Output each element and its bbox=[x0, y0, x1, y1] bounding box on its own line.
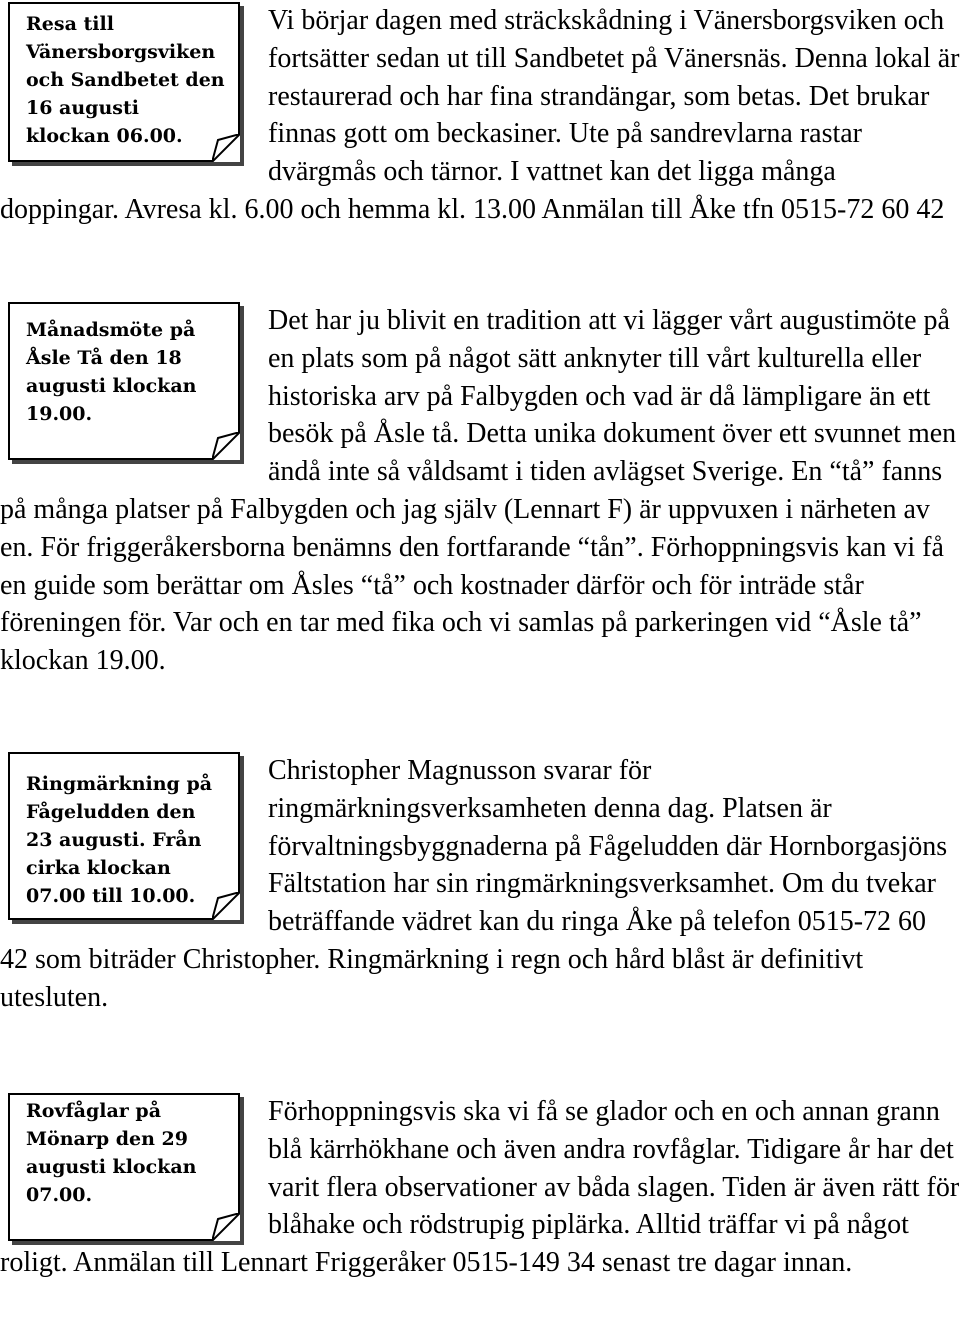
event-description: Förhoppningsvis ska vi få se glador och en och annan grann blå kärrhökhane och även andra rovfåglar. Tidigare år har det varit flera observationer av båda slagen. Tiden är även rätt för blåhake och rödstrupig piplärka. Alltid träffar vi på något roligt. Anmälan till Lennart Friggeråker 0515-149 34 senast tre dagar innan. bbox=[0, 1096, 960, 1279]
event-section-rovfaglar bbox=[0, 1093, 960, 1282]
page-curl-icon bbox=[212, 1213, 240, 1241]
event-callout-box bbox=[8, 302, 240, 460]
event-description: Det har ju blivit en tradition att vi lägger vårt augustimöte på en plats som på något sätt anknyter till vårt kulturella eller historiska arv på Falbygden och vad är då lämpligare än ett besök på Åsle tå. Detta unika dokument över ett svunnet men ändå inte så våldsamt i tiden avlägset Sverige. En “tå” fanns på många platser på Falbygden och jag själv (Lennart F) är uppvuxen i närheten av en. För friggeråkersborna benämns den fortfarande “tån”. Förhoppningsvis kan vi få en guide som berättar om Åsles “tå” och kostnader därför och för inträde står föreningen för. Var och en tar med fika och vi samlas på parkeringen vid “Åsle tå” klockan 19.00. bbox=[0, 305, 957, 677]
event-callout-text: Ringmärkning på Fågeludden den 23 augusti. Från cirka klockan 07.00 till 10.00. bbox=[26, 773, 213, 907]
event-description: Vi börjar dagen med sträckskådning i Vänersborgsviken och fortsätter sedan ut till Sandbetet på Vänersnäs. Denna lokal är restaurerad och har fina strandängar, som betas. Det brukar finnas gott om beckasiner. Ute på sandrevlarna rastar dvärgmås och tärnor. I vattnet kan det ligga många doppingar. Avresa kl. 6.00 och hemma kl. 13.00 Anmälan till Åke tfn 0515-72 60 42 bbox=[0, 5, 960, 225]
event-callout-text: Resa till Vänersborgsviken och Sandbetet den 16 augusti klockan 06.00. bbox=[26, 13, 225, 147]
event-callout-text: Månadsmöte på Åsle Tå den 18 augusti klockan 19.00. bbox=[26, 319, 197, 425]
event-callout-box bbox=[8, 1093, 240, 1241]
page-curl-icon bbox=[212, 432, 240, 460]
event-callout-box bbox=[8, 2, 240, 162]
event-callout-box bbox=[8, 752, 240, 920]
page-curl-icon bbox=[212, 892, 240, 920]
event-description: Christopher Magnusson svarar för ringmärkningsverksamheten denna dag. Platsen är förvaltningsbyggnaderna på Fågeludden där Hornborgasjöns Fältstation har sin ringmärkningsverksamhet. Om du tvekar beträffande vädret kan du ringa Åke på telefon 0515-72 60 42 som biträder Christopher. Ringmärkning i regn och hård blåst är definitivt utesluten. bbox=[0, 755, 948, 1013]
event-section-sandbetet bbox=[0, 2, 960, 229]
event-section-ringmarkning bbox=[0, 752, 960, 1017]
event-callout-text: Rovfåglar på Mönarp den 29 augusti klockan 07.00. bbox=[26, 1100, 197, 1206]
event-section-asle-ta bbox=[0, 302, 960, 680]
page-curl-icon bbox=[212, 134, 240, 162]
